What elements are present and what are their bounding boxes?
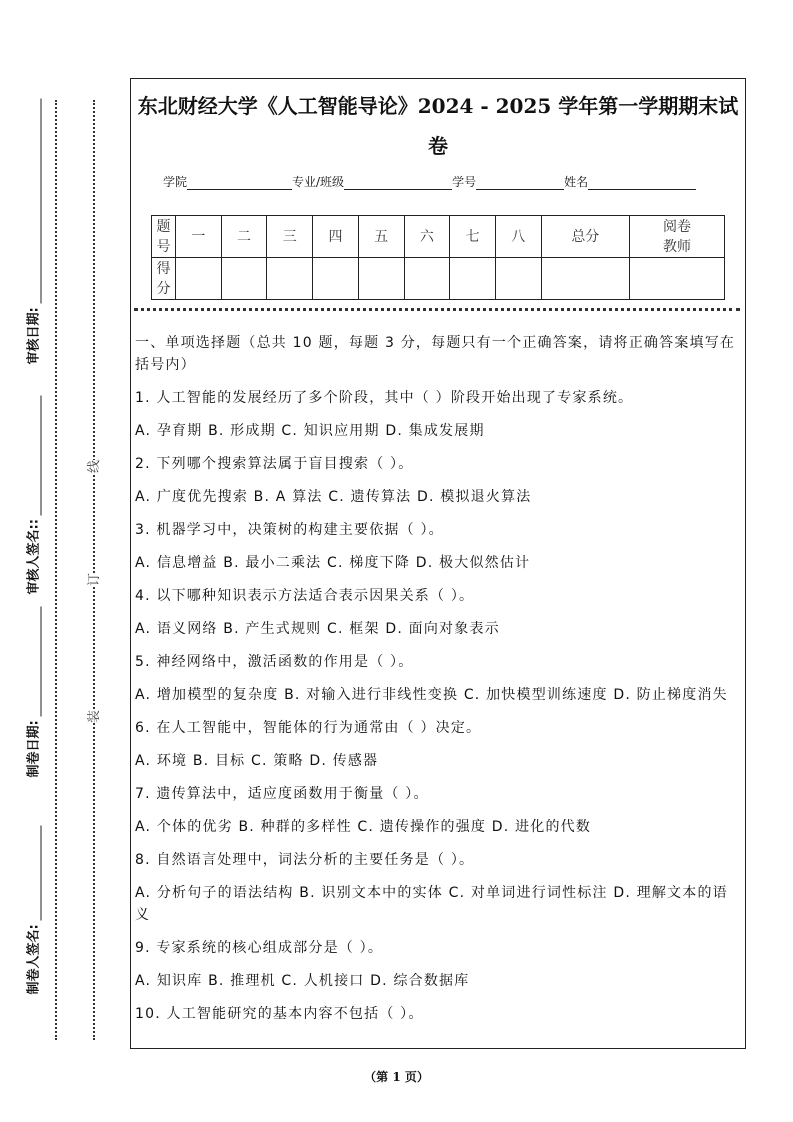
binding-dotted-line bbox=[93, 100, 95, 1040]
header-label: 题号 bbox=[152, 216, 176, 258]
review-date-blank[interactable] bbox=[41, 98, 42, 303]
options: A. 信息增益 B. 最小二乘法 C. 梯度下降 D. 极大似然估计 bbox=[135, 555, 531, 571]
question: 1. 人工智能的发展经历了多个阶段，其中（ ）阶段开始出现了专家系统。 bbox=[135, 390, 634, 406]
col-header: 总分 bbox=[541, 216, 629, 258]
col-header: 七 bbox=[450, 216, 496, 258]
questions-body bbox=[135, 332, 741, 1036]
score-cell bbox=[267, 258, 313, 300]
question: 3. 机器学习中，决策树的构建主要依据（ ）。 bbox=[135, 522, 444, 538]
col-header: 一 bbox=[176, 216, 222, 258]
major-class-input[interactable] bbox=[344, 189, 452, 190]
score-cell bbox=[541, 258, 629, 300]
binding-mark: 装 bbox=[81, 710, 104, 723]
col-header: 五 bbox=[358, 216, 404, 258]
col-header: 八 bbox=[495, 216, 541, 258]
score-cell bbox=[176, 258, 222, 300]
question: 10. 人工智能研究的基本内容不包括（ ）。 bbox=[135, 1006, 424, 1022]
col-header: 六 bbox=[404, 216, 450, 258]
divider bbox=[134, 308, 740, 311]
field-label: 专业/班级 bbox=[292, 175, 345, 189]
student-info bbox=[163, 173, 696, 190]
options: A. 知识库 B. 推理机 C. 人机接口 D. 综合数据库 bbox=[135, 973, 470, 989]
make-date-blank[interactable] bbox=[41, 606, 42, 716]
reviewer-sign-field bbox=[23, 395, 42, 594]
options: A. 增加模型的复杂度 B. 对输入进行非线性变换 C. 加快模型训练速度 D. 防止梯度消失 bbox=[135, 687, 728, 703]
question: 9. 专家系统的核心组成部分是（ ）。 bbox=[135, 940, 384, 956]
exam-title: 东北财经大学《人工智能导论》2024 - 2025 学年第一学期期末试 bbox=[137, 94, 739, 118]
col-header: 阅卷教师 bbox=[630, 216, 725, 258]
score-cell bbox=[404, 258, 450, 300]
maker-sign-label: 制卷人签名: bbox=[26, 924, 42, 995]
question: 7. 遗传算法中，适应度函数用于衡量（ ）。 bbox=[135, 786, 429, 802]
reviewer-sign-label: 审核人签名:: bbox=[26, 519, 42, 595]
college-input[interactable] bbox=[187, 189, 292, 190]
score-cell bbox=[221, 258, 267, 300]
field-label: 姓名 bbox=[564, 175, 589, 189]
col-header: 二 bbox=[221, 216, 267, 258]
binding-mark: 线 bbox=[81, 460, 104, 473]
make-date-field bbox=[23, 606, 42, 777]
question: 2. 下列哪个搜索算法属于盲目搜索（ ）。 bbox=[135, 456, 414, 472]
reviewer-sign-blank[interactable] bbox=[41, 395, 42, 515]
exam-title-cont: 卷 bbox=[428, 134, 448, 158]
col-header: 四 bbox=[313, 216, 359, 258]
options: A. 环境 B. 目标 C. 策略 D. 传感器 bbox=[135, 753, 379, 769]
maker-sign-blank[interactable] bbox=[41, 825, 42, 920]
score-cell bbox=[630, 258, 725, 300]
review-date-label: 审核日期: bbox=[26, 307, 42, 365]
options: A. 广度优先搜索 B. A 算法 C. 遗传算法 D. 模拟退火算法 bbox=[135, 489, 532, 505]
row-label: 得分 bbox=[152, 258, 176, 300]
question: 6. 在人工智能中，智能体的行为通常由（ ）决定。 bbox=[135, 720, 482, 736]
col-header: 三 bbox=[267, 216, 313, 258]
sidebar-dotted-line bbox=[55, 100, 57, 1040]
score-cell bbox=[313, 258, 359, 300]
options: A. 分析句子的语法结构 B. 识别文本中的实体 C. 对单词进行词性标注 D. 理解文本的语义 bbox=[135, 885, 728, 923]
maker-sign-field bbox=[23, 825, 42, 994]
student-id-input[interactable] bbox=[476, 189, 564, 190]
page-number: （第 1 页） bbox=[364, 1070, 429, 1084]
field-label: 学号 bbox=[452, 175, 477, 189]
review-date-field bbox=[23, 98, 42, 364]
question: 8. 自然语言处理中，词法分析的主要任务是（ ）。 bbox=[135, 852, 475, 868]
options: A. 语义网络 B. 产生式规则 C. 框架 D. 面向对象表示 bbox=[135, 621, 500, 637]
question: 5. 神经网络中，激活函数的作用是（ ）。 bbox=[135, 654, 414, 670]
score-cell bbox=[495, 258, 541, 300]
binding-mark: 订 bbox=[81, 573, 104, 586]
section-title: 一、单项选择题（总共 10 题，每题 3 分，每题只有一个正确答案，请将正确答案填写在括号内） bbox=[135, 335, 736, 373]
options: A. 孕育期 B. 形成期 C. 知识应用期 D. 集成发展期 bbox=[135, 423, 485, 439]
exam-title-block bbox=[130, 86, 746, 166]
options: A. 个体的优劣 B. 种群的多样性 C. 遗传操作的强度 D. 进化的代数 bbox=[135, 819, 592, 835]
score-table bbox=[151, 215, 725, 300]
name-input[interactable] bbox=[588, 189, 696, 190]
score-cell bbox=[358, 258, 404, 300]
field-label: 学院 bbox=[163, 175, 188, 189]
score-cell bbox=[450, 258, 496, 300]
make-date-label: 制卷日期: bbox=[26, 720, 42, 778]
question: 4. 以下哪种知识表示方法适合表示因果关系（ ）。 bbox=[135, 588, 475, 604]
